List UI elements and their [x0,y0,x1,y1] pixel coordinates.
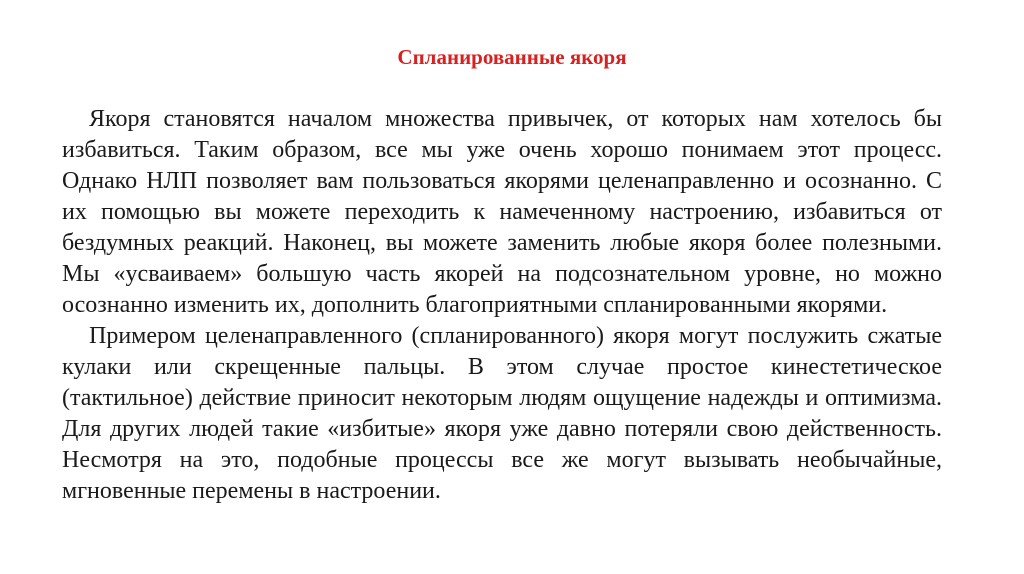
paragraph-1: Якоря становятся началом множества привычек, от которых нам хотелось бы избавиться. Таким образом, все мы уже очень хорошо понимаем этот процесс. Однако НЛП позволяет вам пользоваться якорями целенаправленно и осознанно. С их помощью вы можете переходить к намеченному настроению, избавиться от бездумных реакций. Наконец, вы можете заменить любые якоря более полезными. Мы «усваиваем» большую часть якорей на подсознательном уровне, но можно осознанно изменить их, дополнить благоприятными спланированными якорями. [62,106,942,318]
slide-title: Спланированные якоря [397,45,627,69]
slide-body [62,104,942,507]
paragraph-2: Примером целенаправленного (спланированного) якоря могут послужить сжатые кулаки или скрещенные пальцы. В этом случае простое кинестетическое (тактильное) действие приносит некоторым людям ощущение надежды и оптимизма. Для других людей такие «избитые» якоря уже давно потеряли свою действенность. Несмотря на это, подобные процессы все же могут вызывать необычайные, мгновенные перемены в настроении. [62,323,942,504]
